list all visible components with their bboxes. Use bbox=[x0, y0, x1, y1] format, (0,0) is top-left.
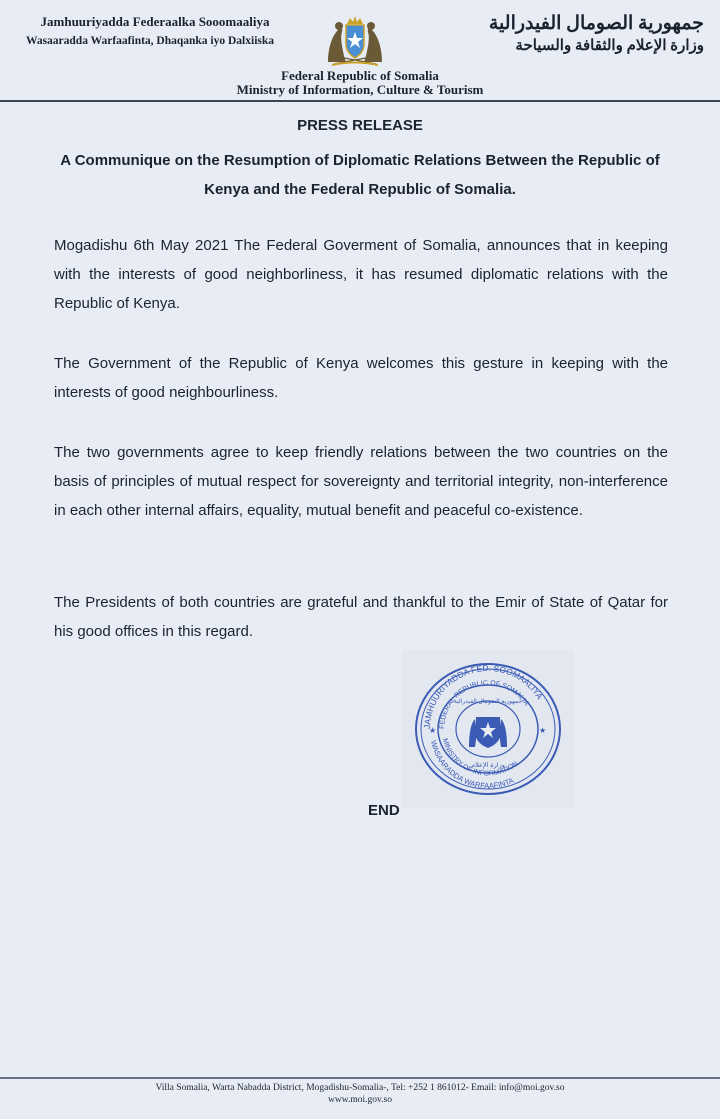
stamp-arabic-ministry: وزارة الإعلام bbox=[471, 762, 505, 769]
communique-subheading: A Communique on the Resumption of Diplomatic Relations Between the Republic of Kenya and the Federal Republic of Somalia. bbox=[60, 152, 660, 198]
paragraph-1: Mogadishu 6th May 2021 The Federal Goverment of Somalia, announces that in keeping with the interests of good neighborliness, it has resumed diplomatic relations with the Republic of Kenya. bbox=[54, 237, 668, 312]
paragraph-4: The Presidents of both countries are grateful and thankful to the Emir of State of Qatar for his good offices in this regard. bbox=[54, 594, 668, 640]
paragraph-3: The two governments agree to keep friendly relations between the two countries on the basis of principles of mutual respect for sovereignty and territorial integrity, non-interference in each other internal affairs, equality, mutual benefit and peaceful co-existence. bbox=[54, 444, 668, 519]
stamp-bottom-text-1: MINISTRY OF INFORMATION bbox=[440, 737, 520, 778]
header-arabic bbox=[414, 12, 704, 55]
arabic-ministry-name: وزارة الإعلام والثقافة والسياحة bbox=[515, 38, 704, 54]
footer-website[interactable]: www.moi.gov.so bbox=[328, 1095, 392, 1105]
svg-text:★: ★ bbox=[539, 726, 547, 735]
somali-ministry-name: Wasaaradda Warfaafinta, Dhaqanka iyo Dalxiiska bbox=[25, 35, 275, 47]
press-release-heading: PRESS RELEASE bbox=[297, 117, 423, 134]
stamp-outer-text: JAMHUURIYADDA FED. SOOMAALIYA bbox=[421, 662, 545, 730]
end-mark: END bbox=[368, 802, 400, 819]
footer-address: Villa Somalia, Warta Nabadda District, Mogadishu-Somalia-, Tel: +252 1 861012- Email: info@moi.gov.so bbox=[155, 1083, 565, 1093]
stamp-inner-text: FEDERAL REPUBLIC OF SOMALIA bbox=[438, 679, 530, 730]
somalia-coat-of-arms-icon bbox=[322, 12, 388, 68]
header-somali bbox=[0, 14, 300, 47]
english-republic-name: Federal Republic of Somalia bbox=[281, 68, 439, 83]
somali-republic-name: Jamhuuriyadda Federaalka Sooomaaliya bbox=[40, 14, 270, 29]
stamp-bottom-text-2: WASAARADDA WARFAAFINTA bbox=[428, 739, 516, 791]
header-divider bbox=[0, 100, 720, 102]
svg-text:★: ★ bbox=[429, 726, 437, 735]
footer-divider bbox=[0, 1077, 720, 1079]
footer bbox=[0, 1082, 720, 1106]
header-english bbox=[0, 69, 720, 97]
english-ministry-name: Ministry of Information, Culture & Tourism bbox=[236, 82, 484, 97]
stamp-arabic-text: جمهورية الصومال الفيدرالية bbox=[453, 699, 523, 705]
ministry-stamp bbox=[413, 661, 563, 797]
stamp-emblem-icon bbox=[469, 717, 507, 748]
paragraph-2: The Government of the Republic of Kenya welcomes this gesture in keeping with the interests of good neighbourliness. bbox=[54, 355, 668, 401]
arabic-republic-name: جمهورية الصومال الفيدرالية bbox=[488, 13, 704, 34]
